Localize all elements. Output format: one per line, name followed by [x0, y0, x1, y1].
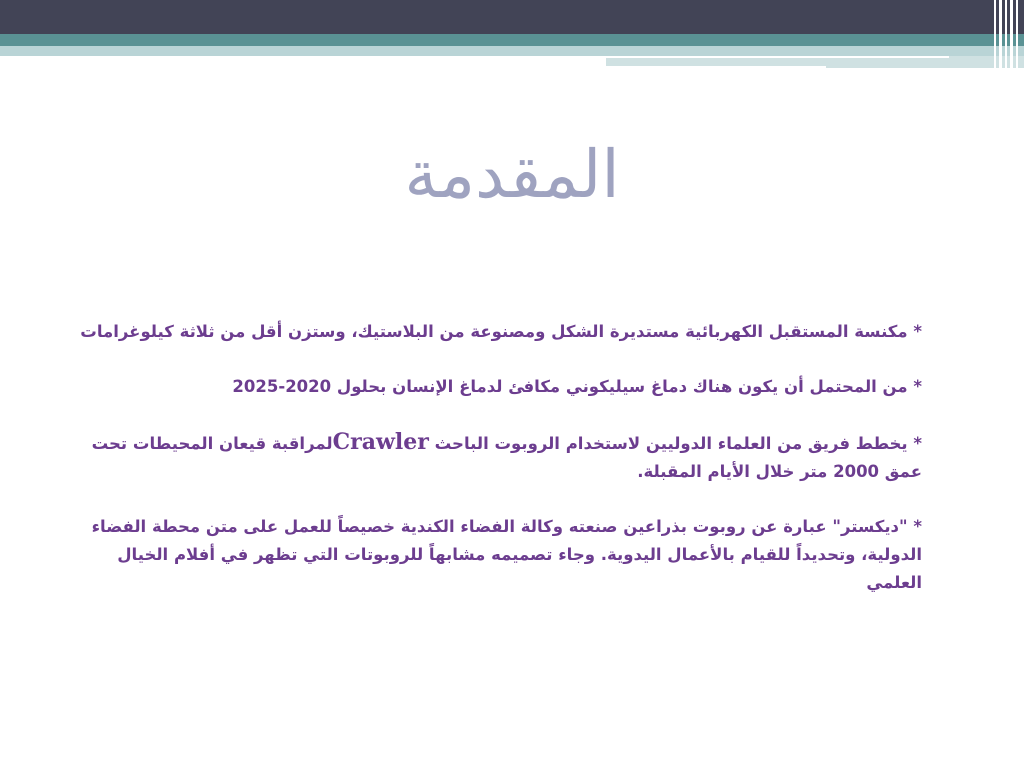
slide-body: [62, 318, 922, 624]
header-divider-line: [606, 56, 949, 58]
bullet-text-end: لمراقبة قيعان المحيطات تحت عمق 2000 متر خلال الأيام المقبلة.: [91, 434, 922, 481]
header-stripes: [990, 0, 1024, 68]
header-divider-line: [606, 66, 826, 68]
robot-name-term: Crawler: [332, 429, 429, 455]
slide-title: المقدمة: [404, 136, 620, 213]
header-light-bar: [0, 46, 1024, 56]
header-band: [0, 0, 1024, 34]
header-accent-line: [0, 34, 1024, 46]
bullet-paragraph: * من المحتمل أن يكون هناك دماغ سيليكوني مكافئ لدماغ الإنسان بحلول 2020-2025: [232, 377, 922, 396]
bullet-text-start: * يخطط فريق من العلماء الدوليين لاستخدام الروبوت الباحث: [428, 434, 922, 453]
bullet-paragraph: * مكنسة المستقبل الكهربائية مستديرة الشكل ومصنوعة من البلاستيك، وستزن أقل من ثلاثة كيلوغرامات: [80, 322, 922, 341]
bullet-paragraph: [62, 428, 922, 486]
bullet-paragraph: * "ديكستر" عبارة عن روبوت بذراعين صنعته وكالة الفضاء الكندية خصيصاً للعمل على متن محطة الفضاء الدولية، وتحديداً للقيام بالأعمال اليدوية. وجاء تصميمه مشابهاً للروبوتات التي تظهر في أفلام الخيال العلمي: [91, 517, 922, 592]
